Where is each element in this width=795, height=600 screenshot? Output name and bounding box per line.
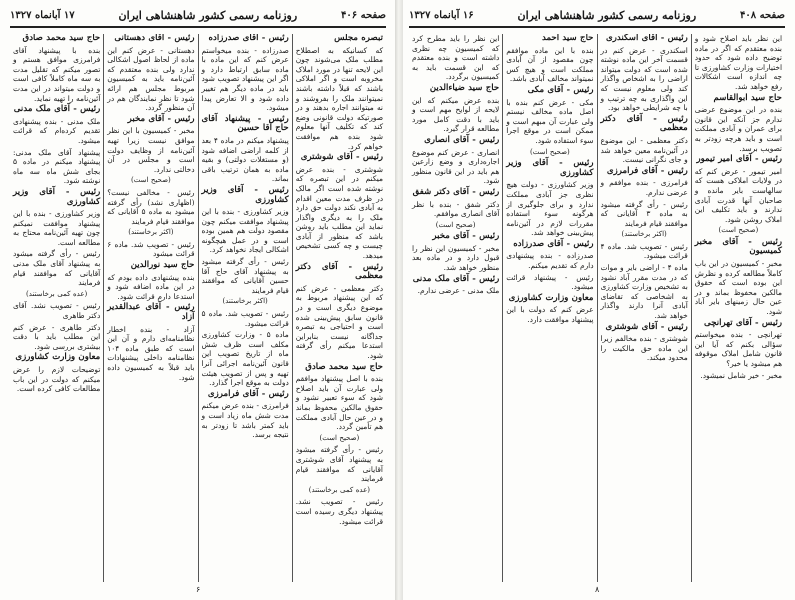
speaker-heading: رئیس - آقای تهرانچی xyxy=(704,317,782,328)
paragraph: وزیر کشاورزی - بنده با این پیشنهاد موافقت نمیکنم چون تهیه آئین‌نامه محتاج به مطالعه است. xyxy=(13,209,101,247)
session-note: (اکثر برخاستند) xyxy=(621,230,667,239)
paragraph: بنده با اصل پیشنهاد موافقم ولی عبارت آن باید اصلاح شود که سوء تعبیر نشود و حقوق مالکین محفوظ بماند و در عین حال آبادی مملکت هم تأمین گردد. xyxy=(295,374,383,432)
speaker-heading: رئیس - آقای دکتر معظمی xyxy=(295,261,383,282)
text-column xyxy=(503,34,597,582)
left-page-date: ۱۷ آبانماه ۱۳۲۷ xyxy=(10,9,75,21)
session-note: (صحیح است) xyxy=(718,226,759,235)
paragraph: رئیس - تصویب نشد. پیشنهاد دیگری رسیده است قرائت میشود. xyxy=(295,497,383,526)
paragraph: دکتر طاهری - عرض کنم این مطلب باید با دقت بیشتری بررسی شود. xyxy=(13,322,101,351)
paragraph: اسکندری - عرض کنم در قسمت آخر این ماده نوشته شده است که دولت میتواند اراضی را به اشخاص واگذار کند ولی معلوم نیست که این واگذاری به چه ترتیب و با چه شرایطی خواهد بود. xyxy=(600,45,688,113)
right-page-columns xyxy=(409,34,785,582)
session-note: (صحیح است) xyxy=(435,220,476,229)
speaker-heading: رئیس - آقای وزیر کشاورزی xyxy=(201,184,289,205)
paragraph: رئیس - مخالفی نیست؟ (اظهاری نشد) رأی گرفته میشود به ماده ۵ آقایانی که موافقند قیام فرمایند xyxy=(107,187,195,226)
left-page-footer-number: ۶ xyxy=(196,585,201,594)
paragraph: رئیس - رأی گرفته میشود به ماده ۳ آقایانی که موافقند قیام فرمایند xyxy=(600,199,688,228)
paragraph: تهرانچی - بنده میخواستم سؤالی بکنم که آیا این قانون شامل املاک موقوفه هم میشود یا خیر؟ xyxy=(694,330,782,368)
speaker-heading: رئیس - آقای صدرزاده xyxy=(208,34,289,43)
paragraph: ماده ۵ - وزارت کشاورزی مکلف است ظرف شش ماه از تاریخ تصویب این قانون آئین‌نامه اجرائی آنرا تهیه و پس از تصویب هیئت دولت به موقع اجرا گذارد. xyxy=(201,330,289,388)
session-note: (صحیح است) xyxy=(130,176,171,185)
text-column xyxy=(598,34,692,582)
paragraph: این نظر را باید مطرح کرد که کمیسیون چه نظری داشته است و بنده معتقدم که این قسمت باید به کمیسیون برگردد. xyxy=(412,34,500,82)
session-note: (صحیح است) xyxy=(319,433,360,442)
left-page-header xyxy=(10,6,386,28)
speaker-heading: رئیس - آقای انصاری xyxy=(424,134,500,145)
paragraph: دکتر معظمی - این موضوع در آئین‌نامه معین خواهد شد و جای نگرانی نیست. xyxy=(600,135,688,165)
paragraph: شوشتری - بنده عرض میکنم در این تبصره که نوشته شده است اگر مالک در ظرف مدت معین اقدام به آبادی نکند دولت حق دارد ملک را به دیگری واگذار نماید این مطلب باید روشن باشد که منظور از آبادی چیست و چه کسی تشخیص میدهد. xyxy=(295,164,383,261)
right-page-footer-number: ۸ xyxy=(595,585,600,594)
paragraph: بنده در این موضوع عرضی ندارم جز آنکه این قانون برای عمران و آبادی مملکت است و باید هرچه زودتر به تصویب برسد. xyxy=(694,105,782,153)
left-page-title: روزنامه رسمی کشور شاهنشاهی ایران xyxy=(118,8,298,22)
paragraph: رئیس - پیشنهاد قرائت میشود. xyxy=(506,272,594,292)
text-column xyxy=(199,34,293,582)
paragraph: مخبر - کمیسیون با این نظر موافق نیست زیرا تهیه آئین‌نامه از وظایف دولت است و مجلس در آن دخالتی ندارد. xyxy=(107,126,195,174)
session-note: (عده کمی برخاستند) xyxy=(308,485,371,494)
paragraph: عرض کنم که دولت با این پیشنهاد موافقت دارد. xyxy=(506,305,594,325)
paragraph: فرامرزی - بنده موافقم و عرضی ندارم. xyxy=(600,178,688,197)
text-column xyxy=(293,34,386,582)
paragraph: ملک مدنی - بنده پیشنهادی تقدیم کرده‌ام که قرائت میشود. xyxy=(13,116,101,145)
paragraph: رئیس - رأی گرفته میشود به پیشنهاد آقای حاج آقا حسین آقایانی که موافقند قیام فرمایند xyxy=(201,257,289,295)
session-note: (صحیح است) xyxy=(529,147,570,156)
session-note: (عده کمی برخاستند) xyxy=(25,289,88,298)
paragraph: که کسانیکه به اصطلاح مطلب ملک می‌شوند چون این لایحه تنها در مورد املاک مخروبه است و اگر املاکی باشند که قبلاً داشته باشند نمیتوانند ملک را بفروشند و نه میتوانند اجاره بدهند و در صورتیکه دولت قانونی وضع کند که تکلیف آنها معلوم شود بنده هم موافقت خواهم کرد. xyxy=(295,45,383,151)
speaker-heading: رئیس - آقای امیر تیمور xyxy=(696,154,782,165)
speaker-heading: حاج سید نورالدین xyxy=(130,260,195,271)
right-page-number: صفحه ۴۰۸ xyxy=(740,9,785,21)
speaker-heading: حاج سید محمد صادق xyxy=(305,361,383,372)
session-note: (اکثر برخاستند) xyxy=(222,297,268,306)
speaker-heading: رئیس - آقای شوشتری xyxy=(300,152,383,163)
speaker-heading: حاج سید احمد xyxy=(541,34,594,43)
text-column xyxy=(692,34,785,582)
speaker-heading: رئیس - آقای ملک مدنی xyxy=(412,273,500,284)
speaker-heading: رئیس - آقای مخبر کمیسیون xyxy=(694,236,782,257)
right-page-title: روزنامه رسمی کشور شاهنشاهی ایران xyxy=(517,8,697,22)
text-column xyxy=(409,34,503,582)
speaker-heading: رئیس - آقای ملک مدنی xyxy=(13,104,101,115)
speaker-heading: رئیس - آقای اسکندری xyxy=(606,34,688,43)
right-page-header xyxy=(409,6,785,28)
paragraph: مکی - عرض کنم بنده با اصل ماده مخالف نیستم ولی عبارت آن مبهم است و ممکن است در موقع اجرا سوء استفاده شود. xyxy=(506,97,594,145)
left-page-number: صفحه ۴۰۶ xyxy=(341,9,386,21)
speaker-heading: رئیس - پیشنهاد آقای حاج آقا حسین xyxy=(201,113,289,134)
paragraph: مخبر - خیر شامل نمیشود. xyxy=(700,370,782,380)
paragraph: بنده با پیشنهاد آقای فرامرزی موافق هستم و تصور میکنم که تقلیل مدت به سه ماه کاملاً کافی است و دولت میتواند در این مدت آئین‌نامه را تهیه نماید. xyxy=(13,45,101,103)
paragraph: انصاری - عرض کنم موضوع اجاره‌داری و وضع زارعین هم باید در این قانون منظور شود. xyxy=(412,147,500,186)
paragraph: دکتر معظمی - عرض کنم که این پیشنهاد مربوط به موضوع دیگری است و در قانون سابق پیش‌بینی شده است و احتیاجی به تبصره جداگانه نیست بنابراین استدعا میکنم رأی گرفته شود. xyxy=(295,283,383,360)
paragraph: امیر تیمور - عرض کنم که در ولایات املاکی هست که سالهاست بایر مانده و صاحبان آنها قدرت آبادی ندارند و باید تکلیف این املاک روشن شود. xyxy=(694,166,782,224)
speaker-heading: رئیس - آقای عبدالقدیر آزاد xyxy=(107,302,195,323)
speaker-heading: حاج سید ابوالقاسم xyxy=(713,92,782,103)
paragraph: این نظر باید اصلاح شود و بنده معتقدم که اگر در ماده توضیح داده شود که حدود اختیارات وزارت کشاورزی تا چه اندازه است اشکالات رفع خواهد شد. xyxy=(694,34,782,91)
paragraph: مخبر - کمیسیون در این باب کاملاً مطالعه کرده و نظرش این بوده است که حقوق مالکین محفوظ بماند و در عین حال زمینهای بایر آباد شود. xyxy=(694,259,782,317)
paragraph: ماده ۴ - اراضی بایر و موات که در مدت مقرر آباد نشود به تشخیص وزارت کشاورزی به اشخاصی که تقاضای آبادی آنرا دارند واگذار خواهد شد. xyxy=(600,263,688,321)
paragraph: بنده با این ماده موافقم چون مقصود از آن آبادی مملکت است و هیچ کس نمیتواند مخالف آبادی باشد. xyxy=(506,45,594,84)
speaker-heading: رئیس - آقای فرامرزی xyxy=(207,388,289,399)
paragraph: وزیر کشاورزی - دولت هیچ نظری جز آبادی مملکت ندارد و برای جلوگیری از هرگونه سوء استفاده مقررات لازم در آئین‌نامه پیش‌بینی خواهد شد. xyxy=(506,180,594,238)
paragraph: پیشنهاد آقای ملک مدنی: پیشنهاد میکنم در ماده ۵ بجای شش ماه سه ماه نوشته شود. xyxy=(13,147,101,186)
paragraph: صدرزاده - بنده میخواستم عرض کنم که این ماده با ماده سابق ارتباط دارد و اگر این پیشنهاد تصویب شود باید در ماده دیگر هم تغییر داده شود و الا تعارض پیدا میشود. xyxy=(201,45,289,113)
speaker-heading: رئیس - آقای مخبر xyxy=(127,113,195,124)
paragraph: دکتر شفق - بنده با نظر آقای انصاری موافقم. xyxy=(412,199,500,219)
paragraph: رئیس - رأی گرفته میشود به پیشنهاد آقای شوشتری آقایانی که موافقند قیام فرمایند xyxy=(295,445,383,484)
left-page xyxy=(0,0,395,600)
paragraph: رئیس - تصویب نشد. آقای دکتر طاهری xyxy=(13,301,101,321)
paragraph: رئیس - تصویب شد. ماده ۵ قرائت میشود. xyxy=(201,309,289,328)
speaker-heading: تبصره مجلس xyxy=(334,34,383,43)
speaker-heading: رئیس - آقای مکی xyxy=(527,84,594,95)
paragraph: رئیس - رأی گرفته میشود به پیشنهاد آقای ملک مدنی آقایانی که موافقند قیام فرمایند xyxy=(13,249,101,288)
speaker-heading: حاج سید ضیاءالدین xyxy=(429,82,500,93)
paragraph: شوشتری - بنده مخالفم زیرا این ماده حق مالکیت را محدود میکند. xyxy=(600,334,688,363)
text-column xyxy=(104,34,198,582)
speaker-heading: رئیس - آقای دکتر معظمی xyxy=(600,113,688,134)
paragraph: بنده عرض میکنم که این لایحه از لوایح مهم است و باید با دقت کامل مورد مطالعه قرار گیرد. xyxy=(412,95,500,134)
paragraph: فرامرزی - بنده عرض میکنم مدت شش ماه زیاد است و باید کمتر باشد تا زودتر به نتیجه برسد. xyxy=(201,401,289,440)
speaker-heading: رئیس - آقای وزیر کشاورزی xyxy=(13,186,101,207)
speaker-heading: رئیس - آقای دهستانی xyxy=(114,34,195,43)
right-page xyxy=(403,0,795,600)
paragraph: پیشنهاد میکنم در ماده ۴ بعد از کلمه اراضی اضافه شود (و مستغلات دولتی) و بقیه ماده به همان ترتیب باقی بماند. xyxy=(201,135,289,184)
speaker-heading: رئیس - آقای صدرزاده xyxy=(513,238,594,249)
speaker-heading: رئیس - آقای مخبر xyxy=(432,231,500,242)
session-note: (اکثر برخاستند) xyxy=(128,228,174,237)
paragraph: آزاد - بنده اخطار نظامنامه‌ای دارم و آن این است که طبق ماده ۱۰۴ نظامنامه داخلی پیشنهادات باید قبلاً به کمیسیون داده شود. xyxy=(107,324,195,382)
speaker-heading: حاج سید محمد صادق xyxy=(22,34,101,43)
paragraph: وزیر کشاورزی - بنده با این پیشنهاد موافقت میکنم چون مقصود دولت هم همین بوده است و در عمل هیچگونه اشکالی ایجاد نخواهد کرد. xyxy=(201,207,289,255)
text-column xyxy=(10,34,104,582)
right-page-date: ۱۶ آبانماه ۱۳۲۷ xyxy=(409,9,474,21)
paragraph: ملک مدنی - عرضی ندارم. xyxy=(417,286,500,296)
paragraph: رئیس - تصویب شد. ماده ۴ قرائت میشود. xyxy=(600,241,688,261)
paragraph: بنده پیشنهادی داده بودم که در این ماده اضافه شود و استدعا دارم قرائت شود. xyxy=(107,272,195,301)
speaker-heading: معاون وزارت کشاورزی xyxy=(508,292,594,303)
paragraph: توضیحات لازم را عرض میکنم که دولت در این باب مطالعات کافی کرده است. xyxy=(13,365,101,394)
speaker-heading: رئیس - آقای وزیر کشاورزی xyxy=(506,158,594,178)
speaker-heading: معاون وزارت کشاورزی xyxy=(15,352,101,363)
paragraph: دهستانی - عرض کنم این ماده از لحاظ اصول اشکالی ندارد ولی بنده معتقدم که آئین‌نامه باید به کمیسیون مربوط مجلس هم ارائه شود تا نظر نمایندگان هم در آن منظور گردد. xyxy=(107,45,195,113)
left-page-columns xyxy=(10,34,386,582)
paragraph: مخبر - کمیسیون این نظر را قبول دارد و در ماده بعد منظور خواهد شد. xyxy=(412,243,500,273)
page-gutter xyxy=(395,0,403,600)
paragraph: رئیس - تصویب شد. ماده ۶ قرائت میشود xyxy=(107,239,195,259)
speaker-heading: رئیس - آقای شوشتری xyxy=(605,321,688,332)
paragraph: صدرزاده - بنده پیشنهادی دارم که تقدیم میکنم. xyxy=(506,251,594,271)
speaker-heading: رئیس - آقای دکتر شفق xyxy=(412,186,500,197)
speaker-heading: رئیس - آقای فرامرزی xyxy=(606,165,688,176)
